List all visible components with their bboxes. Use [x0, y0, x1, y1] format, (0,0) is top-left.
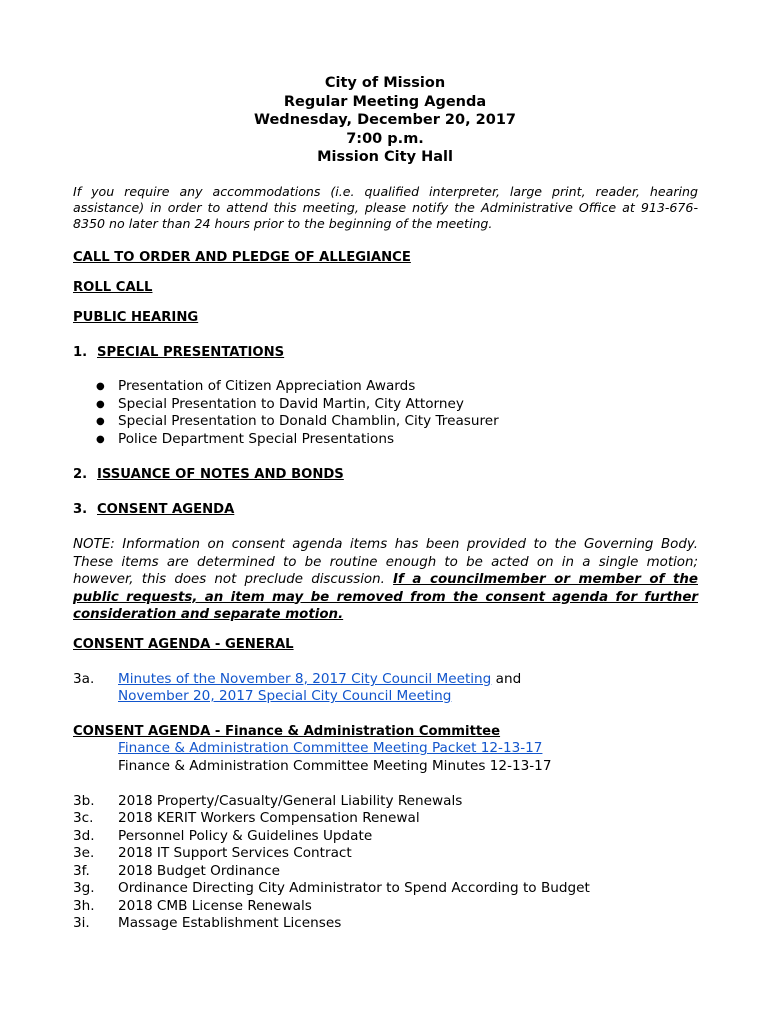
accommodation-note: If you require any accommodations (i.e. qualified interpreter, large print, reader, hearing assistance) in order to attend this meeting, please notify the Administrative Office at 913-676-8350 no later than 24 hours prior to the beginning of the meeting. [73, 184, 698, 231]
section-title: SPECIAL PRESENTATIONS [97, 345, 285, 360]
city-name: City of Mission [324, 75, 446, 91]
roll-call-heading: ROLL CALL [73, 280, 153, 295]
consent-finance-heading: CONSENT AGENDA - Finance & Administration Committee [73, 724, 501, 739]
call-to-order-heading: CALL TO ORDER AND PLEDGE OF ALLEGIANCE [73, 250, 411, 265]
finance-minutes: Finance & Administration Committee Meeting Minutes 12-13-17 [118, 758, 552, 774]
table-row: 3i. Massage Establishment Licenses [73, 915, 342, 931]
consent-general-heading: CONSENT AGENDA - GENERAL [73, 637, 294, 652]
consent-agenda-heading [73, 501, 234, 518]
finance-packet-row [118, 740, 542, 758]
section-number: 1. [73, 345, 88, 360]
bullet-icon: ● [96, 399, 105, 410]
public-hearing-heading: PUBLIC HEARING [73, 310, 199, 325]
table-row: 3f. 2018 Budget Ordinance [73, 863, 280, 879]
list-item: ● Police Department Special Presentations [96, 431, 395, 447]
special-presentations-heading [73, 344, 284, 361]
item-3a-continued [118, 688, 451, 706]
table-row: 3e. 2018 IT Support Services Contract [73, 845, 352, 861]
table-row: 3d. Personnel Policy & Guidelines Update [73, 828, 373, 844]
table-row: 3b. 2018 Property/Casualty/General Liability Renewals [73, 793, 463, 809]
list-item: ● Presentation of Citizen Appreciation Awards [96, 378, 416, 394]
finance-packet-link[interactable]: Finance & Administration Committee Meeting Packet 12-13-17 [118, 740, 543, 756]
table-row: 3h. 2018 CMB License Renewals [73, 898, 312, 914]
bullet-icon: ● [96, 416, 105, 427]
agenda-title: Regular Meeting Agenda [283, 93, 487, 110]
agenda-header [0, 74, 770, 167]
section-title: CONSENT AGENDA [97, 502, 235, 517]
meeting-date: Wednesday, December 20, 2017 [254, 112, 516, 128]
table-row: 3g. Ordinance Directing City Administrator to Spend According to Budget [73, 880, 590, 896]
table-row: 3c. 2018 KERIT Workers Compensation Renewal [73, 810, 420, 826]
bullet-icon: ● [96, 381, 105, 392]
section-number: 3. [73, 502, 88, 517]
section-number: 2. [73, 467, 88, 482]
consent-removal-notice: If a councilmember or member of the public requests, an item may be removed from the consent agenda for further consideration and separate motion. [73, 572, 698, 622]
item-3a: 3a. Minutes of the November 8, 2017 City Council Meeting and [73, 671, 522, 687]
bullet-icon: ● [96, 434, 105, 445]
list-item: ● Special Presentation to David Martin, City Attorney [96, 396, 464, 412]
nov-8-minutes-link[interactable]: Minutes of the November 8, 2017 City Council Meeting [118, 671, 492, 687]
item-code: 3a. [73, 671, 95, 687]
consent-agenda-note: NOTE: Information on consent agenda items has been provided to the Governing Body. These items are determined to be routine enough to be acted on in a single motion; however, this does not preclude discussion. If a councilmember or member of the public requests, an item may be removed from the consent agenda for further consideration and separate motion. [73, 537, 698, 622]
meeting-time: 7:00 p.m. [346, 130, 424, 147]
section-title: ISSUANCE OF NOTES AND BONDS [97, 467, 344, 482]
list-item: ● Special Presentation to Donald Chamblin, City Treasurer [96, 413, 499, 429]
nov-20-minutes-link[interactable]: November 20, 2017 Special City Council Meeting [118, 688, 452, 704]
notes-bonds-heading [73, 466, 344, 483]
meeting-location: Mission City Hall [317, 149, 453, 165]
